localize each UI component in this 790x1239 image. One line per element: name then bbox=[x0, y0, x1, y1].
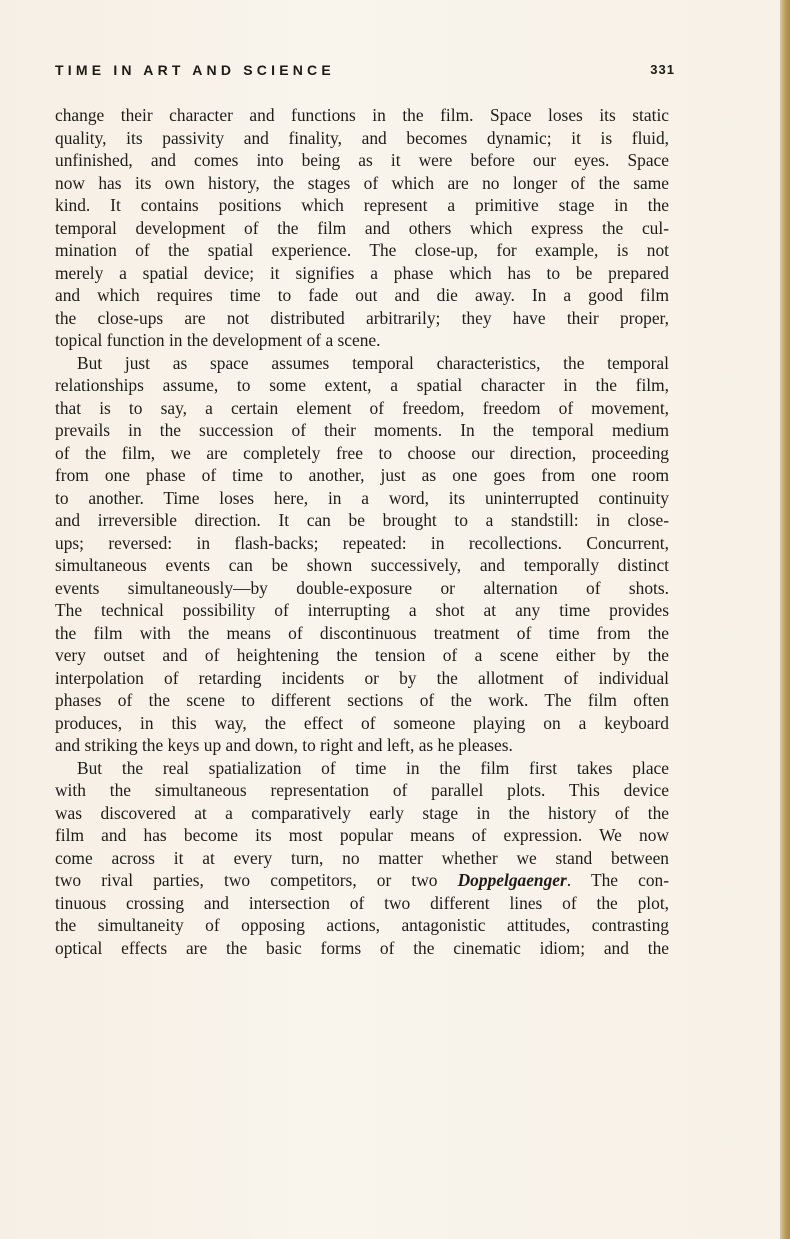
text-line: prevails in the succession of their moments. In the temporal medium bbox=[55, 420, 669, 440]
text-line: The technical possibility of interrupting a shot at any time provides bbox=[55, 600, 669, 620]
text-line: and striking the keys up and down, to right and left, as he pleases. bbox=[55, 735, 513, 755]
text-line: interpolation of retarding incidents or by the allotment of individual bbox=[55, 667, 669, 688]
text-line: change their character and functions in the film. Space loses its static bbox=[55, 105, 669, 125]
text-segment: . The con- bbox=[566, 870, 670, 890]
text-line: optical effects are the basic forms of the cinematic idiom; and the bbox=[55, 937, 669, 958]
text-line: But just as space assumes temporal characteristics, the temporal bbox=[77, 352, 669, 373]
text-line: tinuous crossing and intersection of two different lines of the plot, bbox=[55, 892, 669, 913]
text-line: come across it at every turn, no matter whether we stand between bbox=[55, 847, 669, 868]
text-line: film and has become its most popular means of expression. We now bbox=[55, 825, 669, 845]
text-line: simultaneous events can be shown successively, and temporally distinct bbox=[55, 555, 669, 575]
text-line: and irreversible direction. It can be brought to a standstill: in close- bbox=[55, 510, 669, 530]
text-line: ups; reversed: in flash-backs; repeated: in recollections. Concurrent, bbox=[55, 532, 669, 553]
text-line: phases of the scene to different sections of the work. The film often bbox=[55, 690, 669, 710]
text-line: now has its own history, the stages of which are no longer of the same bbox=[55, 172, 669, 193]
text-line: topical function in the development of a scene. bbox=[55, 330, 381, 350]
text-line: of the film, we are completely free to choose our direction, proceeding bbox=[55, 442, 669, 463]
italic-term: Doppelgaenger bbox=[457, 870, 567, 890]
text-line: the simultaneity of opposing actions, antagonistic attitudes, contrasting bbox=[55, 915, 669, 935]
running-head bbox=[55, 62, 675, 84]
text-line: very outset and of heightening the tension of a scene either by the bbox=[55, 645, 669, 665]
text-line: was discovered at a comparatively early stage in the history of the bbox=[55, 802, 669, 823]
page-number: 331 bbox=[650, 62, 675, 77]
text-line: quality, its passivity and finality, and becomes dynamic; it is fluid, bbox=[55, 127, 669, 148]
text-line: But the real spatialization of time in the film first takes place bbox=[77, 757, 669, 778]
text-line: the film with the means of discontinuous treatment of time from the bbox=[55, 622, 669, 643]
text-line: mination of the spatial experience. The close-up, for example, is not bbox=[55, 240, 669, 260]
body-text bbox=[55, 104, 669, 959]
text-line: that is to say, a certain element of freedom, freedom of movement, bbox=[55, 397, 669, 418]
text-line: merely a spatial device; it signifies a phase which has to be prepared bbox=[55, 262, 669, 283]
text-line: and which requires time to fade out and die away. In a good film bbox=[55, 285, 669, 305]
text-line: kind. It contains positions which represent a primitive stage in the bbox=[55, 195, 669, 215]
page-edge bbox=[780, 0, 790, 1239]
text-line: the close-ups are not distributed arbitrarily; they have their proper, bbox=[55, 307, 669, 328]
text-line: from one phase of time to another, just as one goes from one room bbox=[55, 465, 669, 485]
text-line: unfinished, and comes into being as it were before our eyes. Space bbox=[55, 150, 669, 170]
text-line: events simultaneously—by double-exposure or alternation of shots. bbox=[55, 577, 669, 598]
text-line bbox=[55, 869, 669, 892]
text-line: to another. Time loses here, in a word, its uninterrupted continuity bbox=[55, 487, 669, 508]
text-line: produces, in this way, the effect of someone playing on a keyboard bbox=[55, 712, 669, 733]
text-segment: two rival parties, two competitors, or two bbox=[55, 870, 458, 890]
text-line: with the simultaneous representation of parallel plots. This device bbox=[55, 780, 669, 800]
text-line: relationships assume, to some extent, a spatial character in the film, bbox=[55, 375, 669, 395]
running-title: TIME IN ART AND SCIENCE bbox=[55, 62, 335, 78]
text-line: temporal development of the film and others which express the cul- bbox=[55, 217, 669, 238]
